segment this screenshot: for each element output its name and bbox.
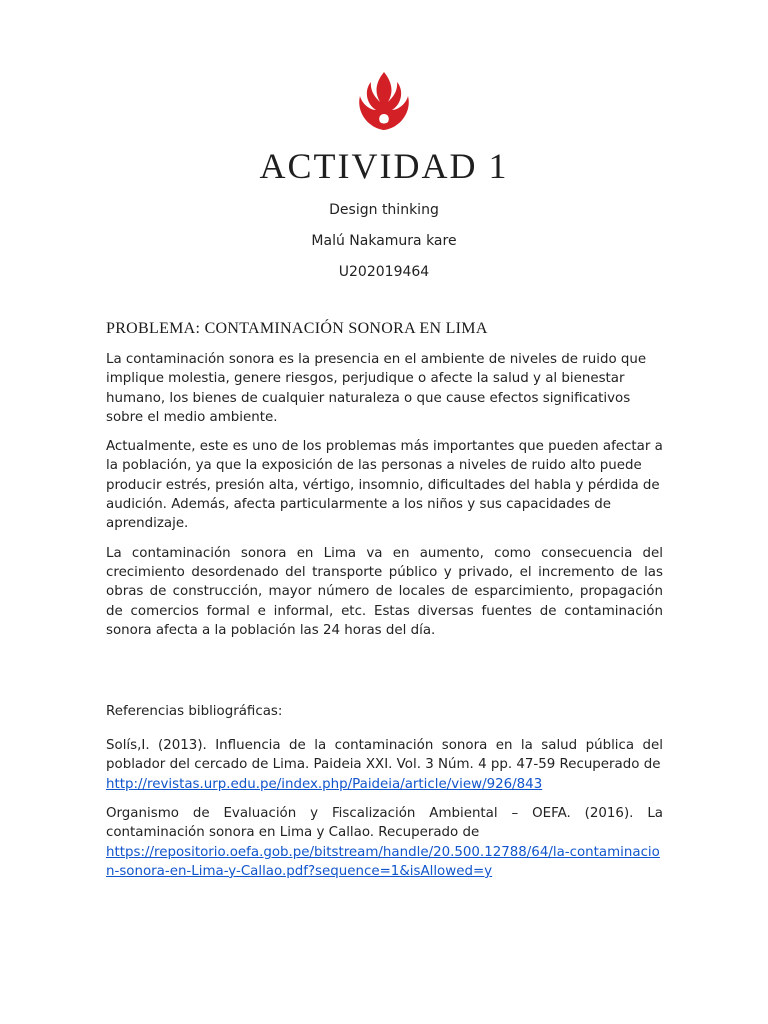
section-heading: PROBLEMA: CONTAMINACIÓN SONORA EN LIMA bbox=[106, 320, 488, 337]
document-body bbox=[106, 318, 663, 891]
paragraph-2: Actualmente, este es uno de los problemas más importantes que pueden afectar a la población, ya que la exposición de las personas a niveles de ruido alto puede producir estrés, presión alta, vértigo, insomnio, dificultades del habla y pérdida de audición. Además, afecta particularmente a los niños y sus capacidades de aprendizaje. bbox=[106, 439, 663, 532]
course-subtitle: Design thinking bbox=[329, 202, 439, 218]
student-code: U202019464 bbox=[338, 264, 430, 280]
reference-2 bbox=[106, 804, 663, 881]
document-title: ACTIVIDAD 1 bbox=[259, 146, 509, 186]
paragraph-1: La contaminación sonora es la presencia en el ambiente de niveles de ruido que implique molestia, genere riesgos, perjudique o afecte la salud y al bienestar humano, los bienes de cualquier naturaleza o que cause efectos significativos sobre el medio ambiente. bbox=[106, 352, 647, 425]
reference-2-text: Organismo de Evaluación y Fiscalización Ambiental – OEFA. (2016). La contaminación sonora en Lima y Callao. Recuperado de bbox=[106, 806, 663, 841]
author-name: Malú Nakamura kare bbox=[311, 233, 457, 249]
reference-1-text: Solís,I. (2013). Influencia de la contaminación sonora en la salud pública del poblador del cercado de Lima. Paideia XXI. Vol. 3 Núm. 4 pp. 47-59 Recuperado de bbox=[106, 738, 663, 773]
paragraph-3: La contaminación sonora en Lima va en aumento, como consecuencia del crecimiento desordenado del transporte público y privado, el incremento de las obras de construcción, mayor número de locales de esparcimiento, propagación de comercios formal e informal, etc. Estas diversas fuentes de contaminación sonora afecta a la población las 24 horas del día. bbox=[106, 545, 663, 638]
reference-1-link[interactable]: http://revistas.urp.edu.pe/index.php/Paideia/article/view/926/843 bbox=[106, 776, 543, 792]
reference-2-link[interactable]: https://repositorio.oefa.gob.pe/bitstream/handle/20.500.12788/64/la-contaminacion-sonora-en-Lima-y-Callao.pdf?sequence=1&isAllowed=y bbox=[106, 844, 660, 879]
references-label: Referencias bibliográficas: bbox=[106, 704, 283, 720]
upc-flame-logo-icon bbox=[354, 68, 414, 136]
reference-1 bbox=[106, 736, 663, 794]
